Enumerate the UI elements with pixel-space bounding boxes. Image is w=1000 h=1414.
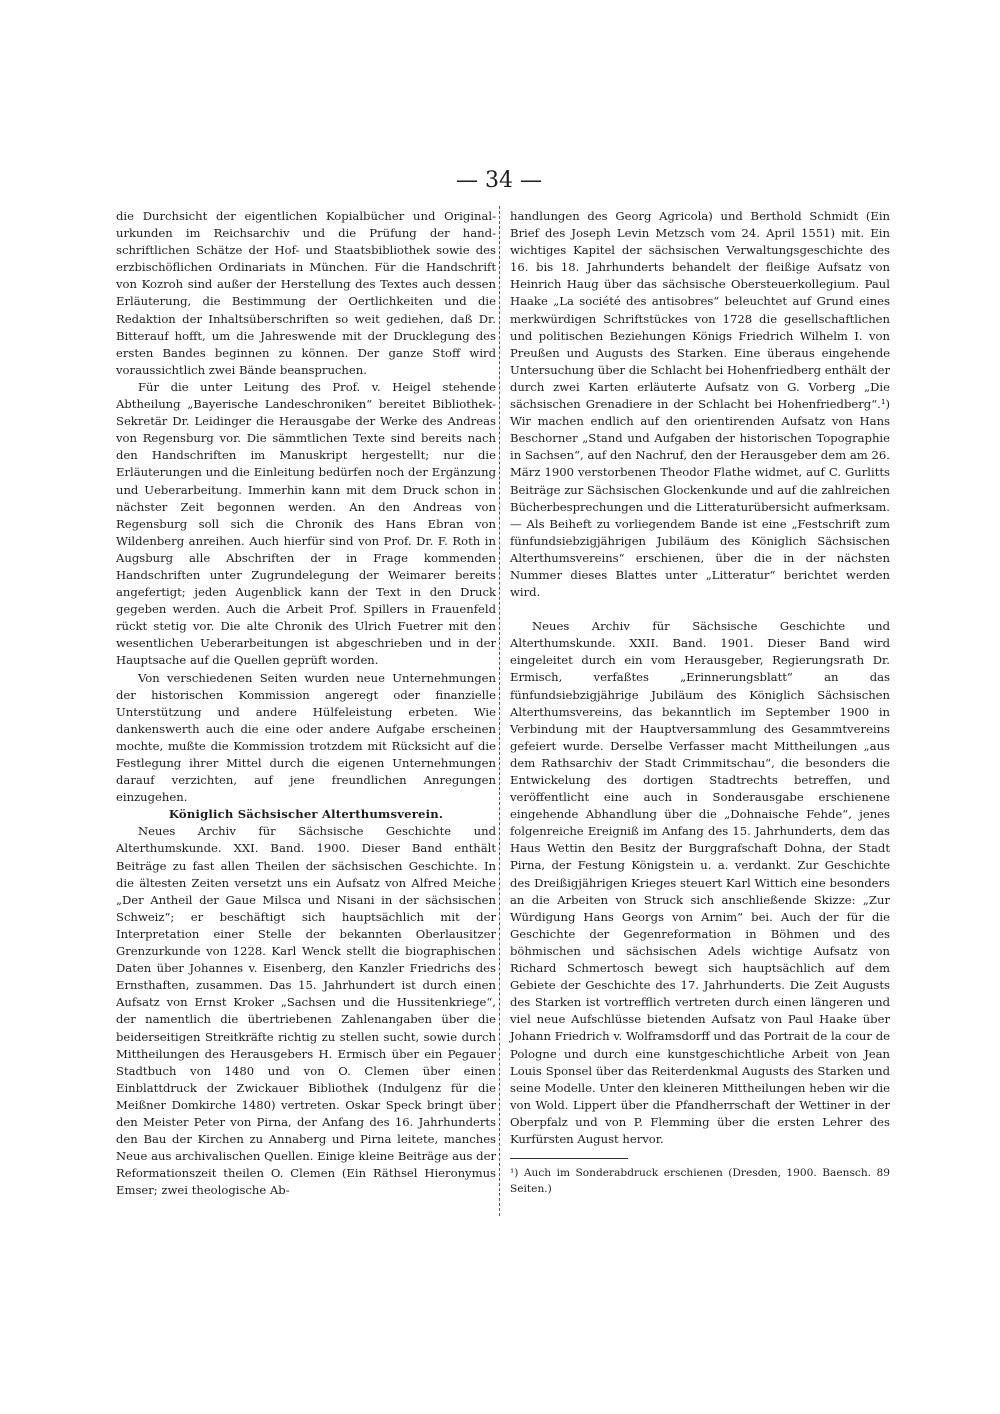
- right-column: [510, 208, 890, 1197]
- left-column: [116, 208, 496, 1199]
- section-heading: Königlich Sächsischer Alterthumsverein.: [168, 807, 444, 822]
- paragraph: handlungen des Georg Agricola) und Berthold Schmidt (Ein Brief des Joseph Levin Metzsch vom 24. April 1551) mit. Ein wichtiges Kapitel der sächsischen Verwaltungsgeschichte des 16. bis 18. Jahrhunderts behandelt der fleißige Aufsatz von Heinrich Haug über das sächsische Obersteuerkollegium. Paul Haake „La société des antisobres“ beleuchtet auf Grund eines merkwürdigen Schriftstückes von 1728 die gesellschaftlichen und politischen Beziehungen Königs Friedrich Wilhelm I. von Preußen und Augusts des Starken. Eine überaus eingehende Untersuchung über die Schlacht bei Hohenfriedberg enthält der durch zwei Karten erläuterte Aufsatz von G. Vorberg „Die sächsischen Grenadiere in der Schlacht bei Hohenfriedberg“.¹) Wir machen endlich auf den orientirenden Aufsatz von Hans Beschorner „Stand und Aufgaben der historischen Topographie in Sachsen“, auf den Nachruf, den der Herausgeber dem am 26. März 1900 verstorbenen Theodor Flathe widmet, auf C. Gurlitts Beiträge zur Sächsischen Glockenkunde und auf die zahlreichen Bücherbesprechungen und die Litteraturübersicht aufmerksam. — Als Beiheft zu vorliegendem Bande ist eine „Festschrift zum fünfundsiebzigjährigen Jubiläum des Königlich Sächsischen Alterthumsvereins“ erschienen, über die in der nächsten Nummer dieses Blattes unter „Litteratur“ berichtet werden wird.: [510, 209, 890, 600]
- paragraph: Neues Archiv für Sächsische Geschichte und Alterthumskunde. XXI. Band. 1900. Dieser Band enthält Beiträge zu fast allen Theilen der sächsischen Geschichte. In die ältesten Zeiten versetzt uns ein Aufsatz von Alfred Meiche „Der Antheil der Gaue Milsca und Nisani in der sächsischen Schweiz“; er beschäftigt sich hauptsächlich mit der Interpretation einer Stelle der bekannten Oberlausitzer Grenzurkunde von 1228. Karl Wenck stellt die biographischen Daten über Johannes v. Eisenberg, den Kanzler Friedrichs des Ernsthaften, zusammen. Das 15. Jahrhundert ist durch einen Aufsatz von Ernst Kroker „Sachsen und die Hussitenkriege“, der namentlich die übertriebenen Zahlenangaben über die beiderseitigen Streitkräfte richtig zu stellen sucht, sowie durch Mittheilungen des Herausgebers H. Ermisch über ein Pegauer Stadtbuch von 1480 und von O. Clemen über einen Einblattdruck der Zwickauer Bibliothek (Indulgenz für die Meißner Domkirche 1480) vertreten. Oskar Speck bringt über den Meister Peter von Pirna, der Anfang des 16. Jahrhunderts den Bau der Kirchen zu Annaberg und Pirna leitete, manches Neue aus archivalischen Quellen. Einige kleine Beiträge aus der Reformationszeit theilen O. Clemen (Ein Räthsel Hieronymus Emser; zwei theologische Ab-: [116, 824, 496, 1198]
- paragraph: Für die unter Leitung des Prof. v. Heigel stehende Abtheilung „Bayerische Landeschroniken“ bereitet Bibliothek-Sekretär Dr. Leidinger die Herausgabe der Werke des Andreas von Regensburg vor. Die sämmtlichen Texte sind bereits nach den Handschriften im Manuskript hergestellt; nur die Erläuterungen und die Einleitung bedürfen noch der Ergänzung und Ueberarbeitung. Immerhin kann mit dem Druck schon in nächster Zeit begonnen werden. An den Andreas von Regensburg soll sich die Chronik des Hans Ebran von Wildenberg anreihen. Auch hierfür sind von Prof. Dr. F. Roth in Augsburg alle Abschriften der in Frage kommenden Handschriften unter Zugrundelegung der Weimarer bereits angefertigt; jeden Augenblick kann der Text in den Druck gegeben werden. Auch die Arbeit Prof. Spillers in Frauenfeld rückt stetig vor. Die alte Chronik des Ulrich Fuetrer mit den wesentlichen Ueberarbeitungen ist abgeschrieben und in der Hauptsache auf die Quellen geprüft worden.: [116, 379, 496, 668]
- footnote-rule: [510, 1158, 628, 1159]
- footnote: ¹) Auch im Sonderabdruck erschienen (Dresden, 1900. Baensch. 89 Seiten.): [510, 1167, 890, 1196]
- paragraph: Neues Archiv für Sächsische Geschichte und Alterthumskunde. XXII. Band. 1901. Dieser Band wird eingeleitet durch ein vom Herausgeber, Regierungsrath Dr. Ermisch, verfaßtes „Erinnerungsblatt“ an das fünfundsiebzigjährige Jubiläum des Königlich Sächsischen Alterthumsvereins, das bekanntlich im September 1900 in Verbindung mit der Hauptversammlung des Gesammtvereins gefeiert wurde. Derselbe Verfasser macht Mittheilungen „aus dem Rathsarchiv der Stadt Crimmitschau“, die besonders die Entwickelung des dortigen Stadtrechts betreffen, und veröffentlicht eine auch in Sonderausgabe erschienene eingehende Abhandlung über die „Dohnaische Fehde“, jenes folgenreiche Ereigniß im Anfang des 15. Jahrhunderts, dem das Haus Wettin den Besitz der Burggrafschaft Dohna, der Stadt Pirna, der Festung Königstein u. a. verdankt. Zur Geschichte des Dreißigjährigen Krieges steuert Karl Wittich eine besonders an die Arbeiten von Struck sich anschließende Skizze: „Zur Würdigung Hans Georgs von Arnim“ bei. Auch der für die Geschichte der Gegenreformation in Böhmen und des böhmischen und sächsischen Adels wichtige Aufsatz von Richard Schmertosch bewegt sich hauptsächlich auf dem Gebiete der Geschichte des 17. Jahrhunderts. Die Zeit Augusts des Starken ist vortrefflich vertreten durch einen längeren und viel neue Aufschlüsse bietenden Aufsatz von Paul Haake über Johann Friedrich v. Wolframsdorff und das Portrait de la cour de Pologne und durch eine kunstgeschichtliche Arbeit von Jean Louis Sponsel über das Reiterdenkmal Augusts des Starken und seine Modelle. Unter den kleineren Mittheilungen heben wir die von Wold. Lippert über die Pfandherrschaft der Wettiner in der Oberpfalz und von P. Flemming über die ersten Lehrer des Kurfürsten August hervor.: [510, 619, 890, 1146]
- column-divider: [499, 206, 500, 1216]
- paragraph: Von verschiedenen Seiten wurden neue Unternehmungen der historischen Kommission angeregt oder finanzielle Unterstützung und andere Hülfeleistung erbeten. Wie dankenswerth auch die eine oder andere Aufgabe erscheinen mochte, mußte die Kommission trotzdem mit Rücksicht auf die Festlegung ihrer Mittel durch die eigenen Unternehmungen darauf verzichten, auf jene freundlichen Anregungen einzugehen.: [116, 670, 496, 805]
- paragraph: die Durchsicht der eigentlichen Kopialbücher und Originalurkunden im Reichsarchiv und die Prüfung der handschriftlichen Schätze der Hof- und Staatsbibliothek sowie des erzbischöflichen Ordinariats in München. Für die Handschrift von Kozroh sind außer der Herstellung des Textes auch dessen Erläuterung, die Bestimmung der Oertlichkeiten und die Redaktion der Inhaltsüberschriften so weit gediehen, daß Dr. Bitterauf hofft, um die Jahreswende mit der Drucklegung des ersten Bandes beginnen zu können. Der ganze Stoff wird voraussichtlich zwei Bände beanspruchen.: [116, 209, 496, 377]
- page-number: — 34 —: [456, 168, 542, 193]
